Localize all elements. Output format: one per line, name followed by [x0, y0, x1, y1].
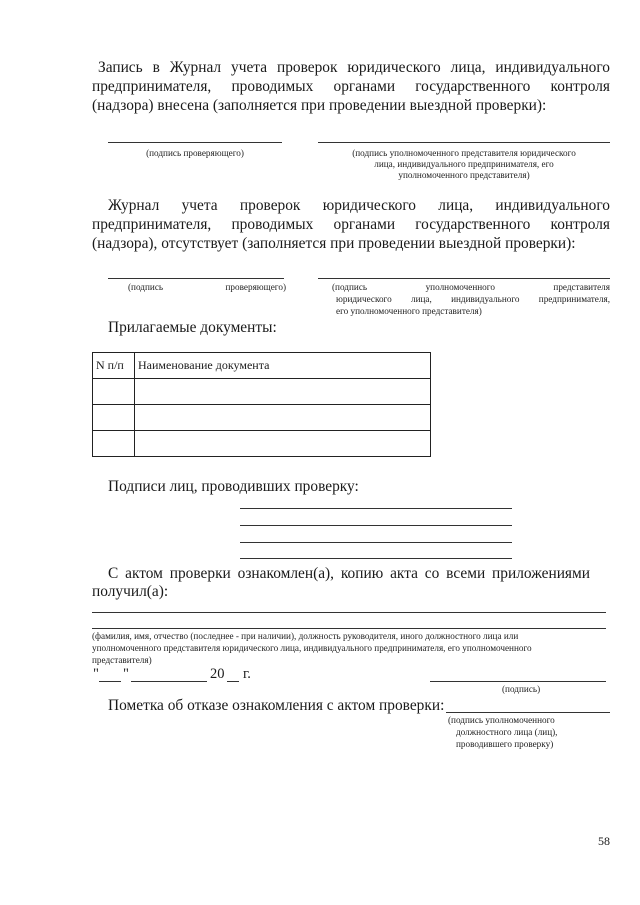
inspector-signature-line-d[interactable] [240, 558, 512, 559]
date-suffix: г. [243, 666, 251, 682]
acquainted-line-1: С актом проверки ознакомлен(а), копию акта со всеми приложениями [108, 565, 590, 582]
signatures-heading: Подписи лиц, проводивших проверку: [108, 478, 359, 495]
date-quote-close: " [123, 666, 129, 682]
col-name-header: Наименование документа [135, 353, 431, 379]
journal-absent-line-3: (надзора), отсутствует (заполняется при проведении выездной проверки): [92, 235, 576, 252]
page-number: 58 [598, 834, 610, 848]
col-num-header: N п/п [93, 353, 135, 379]
recipient-signature-caption: (подпись) [502, 684, 541, 694]
table-row [93, 379, 431, 405]
table-cell-num[interactable] [93, 379, 135, 405]
table-header-row [93, 353, 431, 379]
inspector-signature-line-2[interactable] [108, 278, 284, 279]
refusal-caption-1: (подпись уполномоченного [448, 715, 555, 725]
journal-absent-line-2: предпринимателя, проводимых органами государственного контроля [92, 216, 610, 233]
journal-entry-line-1: Запись в Журнал учета проверок юридического лица, индивидуального [98, 59, 610, 76]
date-year-prefix: 20 [210, 666, 225, 682]
representative-signature-caption-2-3: его уполномоченного представителя) [336, 306, 482, 316]
date-day-line[interactable] [99, 681, 121, 682]
recipient-caption-2: уполномоченного представителя юридического лица, индивидуального предпринимателя, его уполномоченного [92, 643, 532, 653]
table-cell-name[interactable] [135, 405, 431, 431]
refusal-caption-3: проводившего проверку) [456, 739, 554, 749]
inspector-signature-line-b[interactable] [240, 525, 512, 526]
recipient-name-line-2[interactable] [92, 628, 606, 629]
date-year-line[interactable] [227, 681, 239, 682]
refusal-signature-line[interactable] [446, 712, 610, 713]
table-cell-name[interactable] [135, 379, 431, 405]
date-month-line[interactable] [131, 681, 207, 682]
inspector-signature-line-a[interactable] [240, 508, 512, 509]
inspector-signature-caption-2: (подпись проверяющего) [128, 282, 286, 292]
table-row [93, 431, 431, 457]
recipient-caption-3: представителя) [92, 655, 152, 665]
representative-signature-caption-2: лица, индивидуального предпринимателя, его [374, 159, 554, 169]
journal-absent-line-1: Журнал учета проверок юридического лица, индивидуального [108, 197, 610, 214]
recipient-caption-1: (фамилия, имя, отчество (последнее - при наличии), должность руководителя, иного должностного лица или [92, 631, 519, 641]
recipient-signature-line[interactable] [430, 681, 606, 682]
inspector-signature-line[interactable] [108, 142, 282, 143]
representative-signature-line-2[interactable] [318, 278, 610, 279]
attached-documents-heading: Прилагаемые документы: [108, 319, 277, 336]
table-cell-num[interactable] [93, 431, 135, 457]
representative-signature-caption-3: уполномоченного представителя) [398, 170, 530, 180]
attached-documents-table [92, 352, 431, 457]
representative-signature-caption-1: (подпись уполномоченного представителя юридического [352, 148, 576, 158]
inspector-signature-line-c[interactable] [240, 542, 512, 543]
date-quote-open: " [93, 666, 99, 682]
representative-signature-line[interactable] [318, 142, 610, 143]
inspector-signature-caption: (подпись проверяющего) [146, 148, 244, 158]
refusal-caption-2: должностного лица (лиц), [456, 727, 558, 737]
journal-entry-line-2: предпринимателя, проводимых органами государственного контроля [92, 78, 610, 95]
table-cell-num[interactable] [93, 405, 135, 431]
recipient-name-line[interactable] [92, 612, 606, 613]
acquainted-line-2: получил(а): [92, 583, 169, 600]
table-row [93, 405, 431, 431]
refusal-label: Пометка об отказе ознакомления с актом проверки: [108, 697, 445, 714]
representative-signature-caption-2-2: юридического лица, индивидуального предпринимателя, [336, 294, 610, 304]
journal-entry-line-3: (надзора) внесена (заполняется при проведении выездной проверки): [92, 97, 547, 114]
table-cell-name[interactable] [135, 431, 431, 457]
representative-signature-caption-2-1: (подпись уполномоченного представителя [332, 282, 610, 292]
